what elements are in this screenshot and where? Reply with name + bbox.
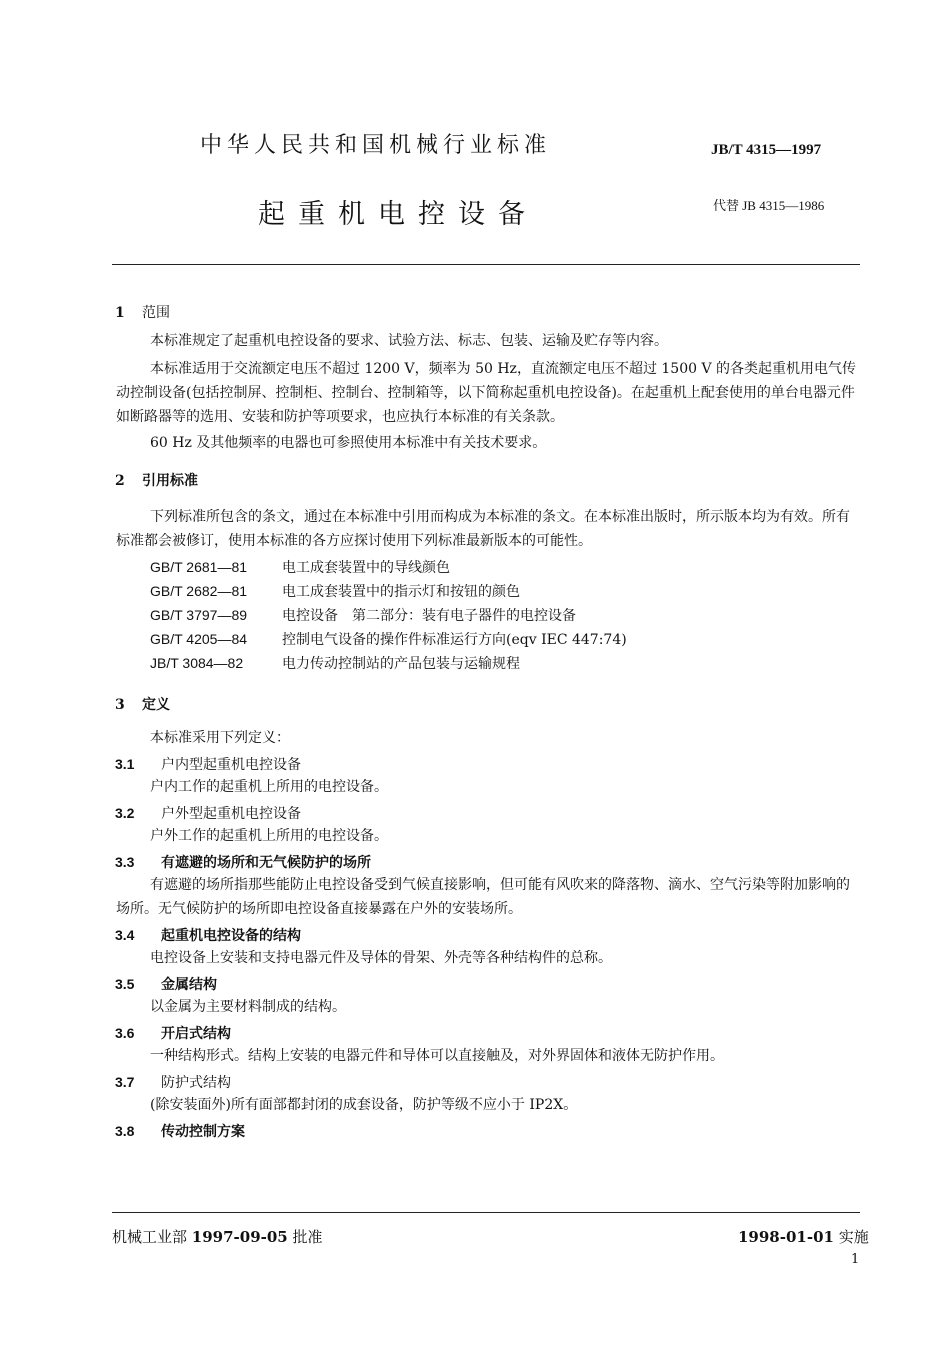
definition-title: 有遮避的场所和无气候防护的场所 <box>161 855 371 871</box>
definition-number: 3.6 <box>115 1025 135 1041</box>
definition-number: 3.5 <box>115 976 135 992</box>
definition-title: 传动控制方案 <box>161 1124 245 1140</box>
definition-heading <box>115 803 301 823</box>
definition-number: 3.7 <box>115 1074 135 1090</box>
reference-title: 电工成套装置中的指示灯和按钮的颜色 <box>282 584 520 600</box>
definition-title: 金属结构 <box>161 977 217 993</box>
issuing-department: 机械工业部 <box>112 1228 188 1246</box>
reference-code: GB/T 3797—89 <box>150 607 248 623</box>
definition-number: 3.3 <box>115 854 135 870</box>
approval-label: 批准 <box>292 1228 323 1246</box>
implementation-date: 1998-01-01 <box>738 1228 834 1246</box>
definition-number: 3.4 <box>115 927 135 943</box>
definition-number: 3.2 <box>115 805 135 821</box>
definition-heading <box>115 1023 231 1043</box>
section-2-heading <box>115 470 198 490</box>
reference-item <box>150 629 627 649</box>
reference-title: 电控设备 第二部分：装有电子器件的电控设备 <box>282 608 576 624</box>
reference-code: GB/T 2682—81 <box>150 583 248 599</box>
definition-heading <box>115 1072 231 1092</box>
reference-code: JB/T 3084—82 <box>150 655 244 671</box>
definition-heading <box>115 754 301 774</box>
section-1-heading <box>115 302 170 322</box>
section-title: 定义 <box>142 697 170 713</box>
implementation-label: 实施 <box>838 1228 869 1246</box>
definition-text: 电控设备上安装和支持电器元件及导体的骨架、外壳等各种结构件的总称。 <box>150 950 612 966</box>
section-number: 1 <box>115 305 125 321</box>
header-divider <box>112 264 860 265</box>
definition-title: 户内型起重机电控设备 <box>161 757 301 773</box>
definition-text: 户内工作的起重机上所用的电控设备。 <box>150 779 388 795</box>
reference-item <box>150 605 576 625</box>
reference-item <box>150 653 520 673</box>
reference-item <box>150 581 520 601</box>
section-number: 2 <box>115 473 125 489</box>
definition-title: 户外型起重机电控设备 <box>161 806 301 822</box>
reference-code: GB/T 4205—84 <box>150 631 248 647</box>
definition-title: 起重机电控设备的结构 <box>161 928 301 944</box>
reference-title: 电工成套装置中的导线颜色 <box>282 560 450 576</box>
document-title: 起重机电控设备 <box>258 199 538 230</box>
section-1-paragraph-2: 本标准适用于交流额定电压不超过 1200 V，频率为 50 Hz，直流额定电压不超过 1500 V 的各类起重机用电气传动控制设备(包括控制屏、控制柜、控制台、控制箱等，以下简称起重机电控设备)。在起重机上配套使用的单台电器元件如断路器等的选用、安装和防护等项要求，也应执行本标准的有关条款。 <box>116 361 857 425</box>
section-1-paragraph-3: 60 Hz 及其他频率的电器也可参照使用本标准中有关技术要求。 <box>150 435 547 451</box>
standard-category-title: 中华人民共和国机械行业标准 <box>200 133 552 158</box>
definition-number: 3.1 <box>115 756 135 772</box>
section-1-paragraph-1: 本标准规定了起重机电控设备的要求、试验方法、标志、包装、运输及贮存等内容。 <box>150 333 668 349</box>
definition-heading <box>115 852 371 872</box>
footer-divider <box>112 1212 860 1213</box>
section-2-intro: 下列标准所包含的条文，通过在本标准中引用而构成为本标准的条文。在本标准出版时，所示版本均为有效。所有标准都会被修订，使用本标准的各方应探讨使用下列标准最新版本的可能性。 <box>116 509 850 549</box>
definition-text: 有遮避的场所指那些能防止电控设备受到气候直接影响，但可能有风吹来的降落物、滴水、空气污染等附加影响的场所。无气候防护的场所即电控设备直接暴露在户外的安装场所。 <box>116 877 850 917</box>
definition-heading <box>115 925 301 945</box>
definition-text: 户外工作的起重机上所用的电控设备。 <box>150 828 388 844</box>
definition-heading <box>115 1121 245 1141</box>
page-number: 1 <box>851 1252 860 1267</box>
section-number: 3 <box>115 697 125 713</box>
reference-title: 电力传动控制站的产品包装与运输规程 <box>282 656 520 672</box>
section-title: 引用标准 <box>142 473 198 489</box>
definition-text: (除安装面外)所有面部都封闭的成套设备，防护等级不应小于 IP2X。 <box>150 1097 578 1113</box>
section-3-intro: 本标准采用下列定义： <box>150 730 290 746</box>
approval-line <box>112 1226 323 1247</box>
replaces-note: 代替 JB 4315—1986 <box>713 198 825 213</box>
definition-heading <box>115 974 217 994</box>
definition-text: 一种结构形式。结构上安装的电器元件和导体可以直接触及，对外界固体和液体无防护作用。 <box>150 1048 724 1064</box>
definition-number: 3.8 <box>115 1123 135 1139</box>
section-title: 范围 <box>142 305 170 321</box>
approval-date: 1997-09-05 <box>191 1228 288 1246</box>
reference-title: 控制电气设备的操作件标准运行方向(eqv IEC 447:74) <box>282 632 627 648</box>
definition-title: 开启式结构 <box>161 1026 231 1042</box>
section-3-heading <box>115 694 170 714</box>
reference-code: GB/T 2681—81 <box>150 559 248 575</box>
reference-item <box>150 557 450 577</box>
implementation-line <box>738 1226 869 1247</box>
definition-text: 以金属为主要材料制成的结构。 <box>150 999 346 1015</box>
definition-title: 防护式结构 <box>161 1075 231 1091</box>
standard-number: JB/T 4315—1997 <box>711 142 822 158</box>
